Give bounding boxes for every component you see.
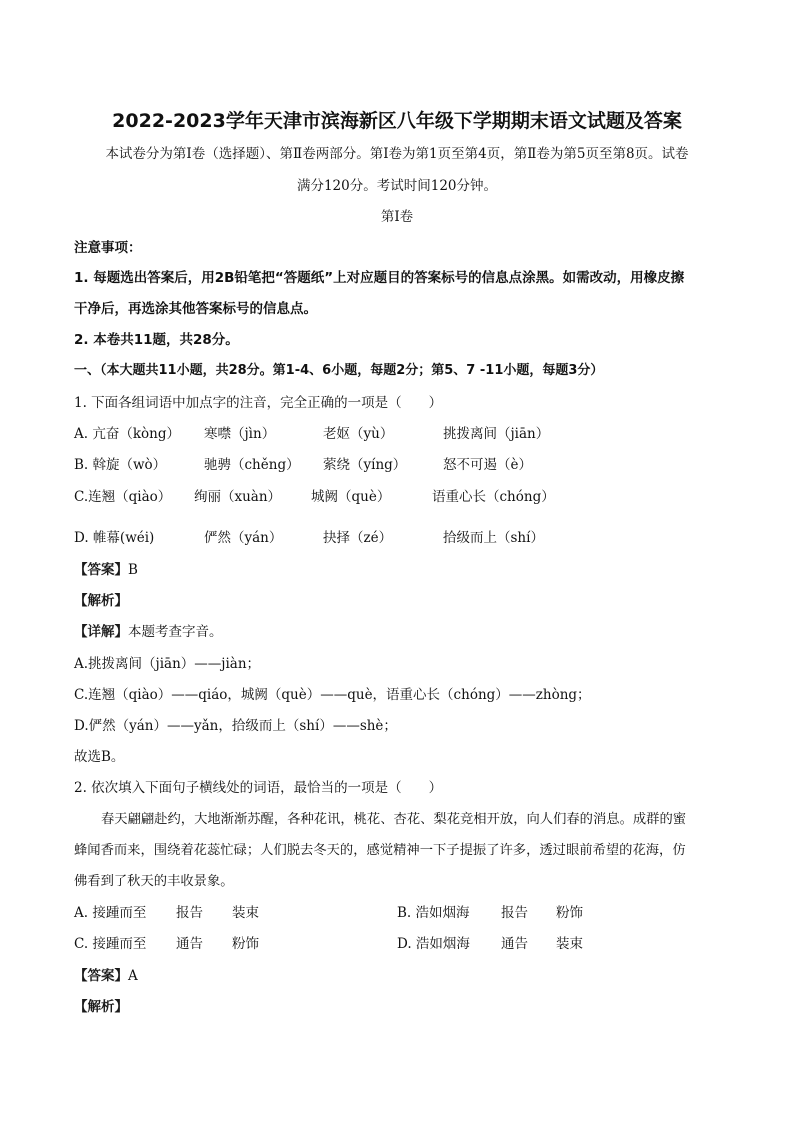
q1-analysis xyxy=(74,591,128,611)
q1-d-1: D. 帷幕(wéi) xyxy=(74,530,155,546)
q1-a-2: 寒噤（jìn） xyxy=(204,426,276,442)
answer-tag: 【答案】 xyxy=(74,968,128,984)
q1-d-4: 拾级而上（shí） xyxy=(443,530,544,546)
q2-analysis xyxy=(74,997,128,1017)
q1-b-4: 怒不可遏（è） xyxy=(443,457,532,473)
answer-value: A xyxy=(128,968,138,984)
q1-b-2: 驰骋（chěng） xyxy=(204,457,300,473)
q2-passage-line-1: 春天翩翩赴约，大地渐渐苏醒，各种花讯，桃花、杏花、梨花竞相开放，向人们春的消息。成群的蜜 xyxy=(101,812,687,827)
q2-a-3: 装束 xyxy=(232,905,259,921)
q2-d-2: 通告 xyxy=(501,936,528,952)
q2-answer xyxy=(74,966,138,986)
q1-b-3: 萦绕（yíng） xyxy=(323,457,407,473)
note-1a: 1. 每题选出答案后，用2B铅笔把“答题纸”上对应题目的答案标号的信息点涂黑。如需改动，用橡皮擦 xyxy=(74,270,685,286)
detail-text: 本题考查字音。 xyxy=(128,624,223,640)
q2-d-1: D. 浩如烟海 xyxy=(397,936,470,952)
q2-c-2: 通告 xyxy=(176,936,203,952)
q1-a-1: A. 亢奋（kòng） xyxy=(74,426,180,442)
detail-tag: 【详解】 xyxy=(74,624,128,640)
q1-d-3: 抉择（zé） xyxy=(323,530,393,546)
q1-detail xyxy=(74,622,223,642)
q1-b-1: B. 斡旋（wò） xyxy=(74,457,167,473)
q1-c-4: 语重心长（chóng） xyxy=(432,489,555,505)
note-1b: 干净后，再选涂其他答案标号的信息点。 xyxy=(74,301,317,317)
analysis-tag: 【解析】 xyxy=(74,593,128,609)
q1-answer xyxy=(74,560,138,580)
q2-stem: 2. 依次填入下面句子横线处的词语，最恰当的一项是（ ） xyxy=(74,780,443,796)
q1-a-4: 挑拨离间（jiān） xyxy=(443,426,550,442)
part-heading: 第Ⅰ卷 xyxy=(380,209,414,225)
q2-b-1: B. 浩如烟海 xyxy=(397,905,470,921)
q1-stem: 1. 下面各组词语中加点字的注音，完全正确的一项是（ ） xyxy=(74,395,443,411)
analysis-tag: 【解析】 xyxy=(74,999,128,1015)
intro-line-2: 满分120分。考试时间120分钟。 xyxy=(296,178,498,194)
q2-passage-line-2: 蜂闻香而来，围绕着花蕊忙碌；人们脱去冬天的，感觉精神一下子提振了许多，透过眼前希望的花海，仿 xyxy=(74,843,686,858)
answer-value: B xyxy=(128,562,138,578)
q1-c-2: 绚丽（xuàn） xyxy=(194,489,282,505)
q1-conclusion: 故选B。 xyxy=(74,749,125,765)
q1-a-3: 老妪（yù） xyxy=(323,426,394,442)
note-2: 2. 本卷共11题，共28分。 xyxy=(74,332,239,348)
q2-a-1: A. 接踵而至 xyxy=(74,905,147,921)
q2-passage-line-3: 佛看到了秋天的丰收景象。 xyxy=(74,874,234,889)
q1-c-3: 城阙（què） xyxy=(311,489,391,505)
q2-a-2: 报告 xyxy=(176,905,203,921)
notes-heading: 注意事项： xyxy=(74,240,142,256)
q2-b-2: 报告 xyxy=(501,905,528,921)
section-heading: 一、（本大题共11小题，共28分。第1-4、6小题，每题2分；第5、7 -11小题，每题3分） xyxy=(74,363,604,378)
q1-detail-line-a: A.挑拨离间（jiān）——jiàn； xyxy=(74,656,261,672)
q1-c-1: C.连翘（qiào） xyxy=(74,489,172,505)
q1-d-2: 俨然（yán） xyxy=(204,530,283,546)
intro-line-1: 本试卷分为第Ⅰ卷（选择题）、第Ⅱ卷两部分。第Ⅰ卷为第1页至第4页，第Ⅱ卷为第5页至第8页。试卷 xyxy=(105,146,689,162)
q1-detail-line-c: C.连翘（qiào）——qiáo，城阙（què）——què，语重心长（chóng）——zhòng； xyxy=(74,687,591,703)
answer-tag: 【答案】 xyxy=(74,562,128,578)
q2-c-1: C. 接踵而至 xyxy=(74,936,147,952)
q2-c-3: 粉饰 xyxy=(232,936,259,952)
q2-b-3: 粉饰 xyxy=(556,905,583,921)
document-title: 2022-2023学年天津市滨海新区八年级下学期期末语文试题及答案 xyxy=(112,110,682,132)
q1-detail-line-d: D.俨然（yán）——yǎn，拾级而上（shí）——shè； xyxy=(74,718,397,734)
q2-d-3: 装束 xyxy=(556,936,583,952)
